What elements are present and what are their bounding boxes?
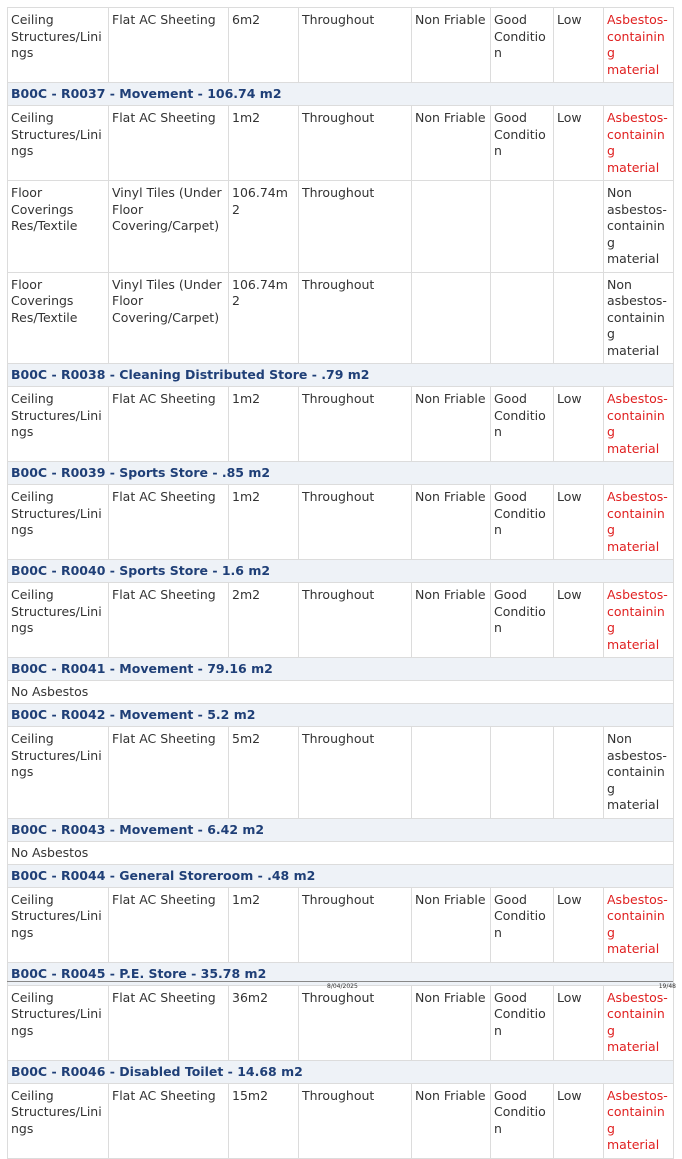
quantity-cell: 1m2 (229, 387, 299, 462)
friability-cell: Non Friable (412, 387, 491, 462)
location-cell: Ceiling Structures/Linings (8, 485, 109, 560)
quantity-cell: 106.74m2 (229, 181, 299, 273)
extent-cell: Throughout (299, 727, 412, 819)
no-asbestos-row (8, 841, 674, 864)
risk-cell: Low (554, 8, 604, 83)
room-section-header (8, 560, 674, 583)
status-cell: Asbestos-containing material (604, 1083, 674, 1158)
table-row (8, 485, 674, 560)
risk-cell: Low (554, 485, 604, 560)
quantity-cell: 6m2 (229, 8, 299, 83)
risk-cell (554, 272, 604, 364)
table-row (8, 181, 674, 273)
quantity-cell: 1m2 (229, 887, 299, 962)
material-cell: Flat AC Sheeting (109, 106, 229, 181)
status-cell: Asbestos-containing material (604, 8, 674, 83)
condition-cell: Good Condition (491, 985, 554, 1060)
table-row (8, 727, 674, 819)
condition-cell: Good Condition (491, 8, 554, 83)
condition-cell: Good Condition (491, 106, 554, 181)
table-row (8, 887, 674, 962)
condition-cell: Good Condition (491, 1083, 554, 1158)
risk-cell: Low (554, 1083, 604, 1158)
status-cell: Asbestos-containing material (604, 985, 674, 1060)
table-row (8, 272, 674, 364)
room-heading: B00C - R0043 - Movement - 6.42 m2 (8, 818, 674, 841)
friability-cell: Non Friable (412, 485, 491, 560)
status-cell: Non asbestos-containing material (604, 272, 674, 364)
extent-cell: Throughout (299, 485, 412, 560)
table-row (8, 583, 674, 658)
quantity-cell: 1m2 (229, 106, 299, 181)
status-cell: Asbestos-containing material (604, 887, 674, 962)
quantity-cell: 1m2 (229, 485, 299, 560)
location-cell: Ceiling Structures/Linings (8, 8, 109, 83)
material-cell: Flat AC Sheeting (109, 887, 229, 962)
status-cell: Asbestos-containing material (604, 485, 674, 560)
no-asbestos-note: No Asbestos (8, 841, 674, 864)
room-heading: B00C - R0037 - Movement - 106.74 m2 (8, 83, 674, 106)
table-row (8, 106, 674, 181)
table-row (8, 387, 674, 462)
material-cell: Flat AC Sheeting (109, 485, 229, 560)
table-row (8, 985, 674, 1060)
risk-cell: Low (554, 985, 604, 1060)
location-cell: Floor Coverings Res/Textile (8, 181, 109, 273)
room-section-header (8, 462, 674, 485)
friability-cell: Non Friable (412, 106, 491, 181)
material-cell: Flat AC Sheeting (109, 985, 229, 1060)
condition-cell: Good Condition (491, 387, 554, 462)
room-heading: B00C - R0038 - Cleaning Distributed Store - .79 m2 (8, 364, 674, 387)
risk-cell (554, 181, 604, 273)
risk-cell: Low (554, 887, 604, 962)
location-cell: Ceiling Structures/Linings (8, 583, 109, 658)
table-row (8, 1083, 674, 1158)
friability-cell: Non Friable (412, 583, 491, 658)
room-heading: B00C - R0044 - General Storeroom - .48 m2 (8, 864, 674, 887)
room-section-header (8, 364, 674, 387)
quantity-cell: 5m2 (229, 727, 299, 819)
room-heading: B00C - R0039 - Sports Store - .85 m2 (8, 462, 674, 485)
friability-cell (412, 272, 491, 364)
friability-cell: Non Friable (412, 985, 491, 1060)
material-cell: Flat AC Sheeting (109, 727, 229, 819)
material-cell: Vinyl Tiles (Under Floor Covering/Carpet) (109, 181, 229, 273)
extent-cell: Throughout (299, 181, 412, 273)
condition-cell (491, 272, 554, 364)
status-cell: Asbestos-containing material (604, 583, 674, 658)
quantity-cell: 36m2 (229, 985, 299, 1060)
material-cell: Flat AC Sheeting (109, 8, 229, 83)
condition-cell (491, 727, 554, 819)
room-section-header (8, 704, 674, 727)
room-heading: B00C - R0046 - Disabled Toilet - 14.68 m2 (8, 1060, 674, 1083)
extent-cell: Throughout (299, 8, 412, 83)
room-section-header (8, 864, 674, 887)
extent-cell: Throughout (299, 272, 412, 364)
extent-cell: Throughout (299, 387, 412, 462)
quantity-cell: 106.74m2 (229, 272, 299, 364)
quantity-cell: 2m2 (229, 583, 299, 658)
friability-cell (412, 181, 491, 273)
no-asbestos-row (8, 681, 674, 704)
room-section-header (8, 658, 674, 681)
table-row (8, 8, 674, 83)
location-cell: Ceiling Structures/Linings (8, 1083, 109, 1158)
extent-cell: Throughout (299, 1083, 412, 1158)
condition-cell (491, 181, 554, 273)
location-cell: Ceiling Structures/Linings (8, 985, 109, 1060)
risk-cell: Low (554, 387, 604, 462)
location-cell: Ceiling Structures/Linings (8, 887, 109, 962)
status-cell: Asbestos-containing material (604, 106, 674, 181)
location-cell: Ceiling Structures/Linings (8, 106, 109, 181)
extent-cell: Throughout (299, 106, 412, 181)
extent-cell: Throughout (299, 887, 412, 962)
status-cell: Asbestos-containing material (604, 387, 674, 462)
room-heading: B00C - R0040 - Sports Store - 1.6 m2 (8, 560, 674, 583)
location-cell: Ceiling Structures/Linings (8, 387, 109, 462)
extent-cell: Throughout (299, 583, 412, 658)
friability-cell (412, 727, 491, 819)
footer-page-number: 19/48 (658, 983, 676, 990)
friability-cell: Non Friable (412, 887, 491, 962)
friability-cell: Non Friable (412, 1083, 491, 1158)
extent-cell: Throughout (299, 985, 412, 1060)
room-heading: B00C - R0042 - Movement - 5.2 m2 (8, 704, 674, 727)
location-cell: Floor Coverings Res/Textile (8, 272, 109, 364)
material-cell: Vinyl Tiles (Under Floor Covering/Carpet) (109, 272, 229, 364)
risk-cell: Low (554, 583, 604, 658)
status-cell: Non asbestos-containing material (604, 181, 674, 273)
risk-cell (554, 727, 604, 819)
location-cell: Ceiling Structures/Linings (8, 727, 109, 819)
friability-cell: Non Friable (412, 8, 491, 83)
material-cell: Flat AC Sheeting (109, 1083, 229, 1158)
room-section-header (8, 818, 674, 841)
condition-cell: Good Condition (491, 485, 554, 560)
no-asbestos-note: No Asbestos (8, 681, 674, 704)
quantity-cell: 15m2 (229, 1083, 299, 1158)
room-heading: B00C - R0045 - P.E. Store - 35.78 m2 (8, 962, 674, 985)
material-cell: Flat AC Sheeting (109, 387, 229, 462)
footer-divider (7, 981, 673, 982)
room-section-header (8, 1060, 674, 1083)
footer-date: 8/04/2025 (327, 983, 358, 990)
condition-cell: Good Condition (491, 583, 554, 658)
status-cell: Non asbestos-containing material (604, 727, 674, 819)
condition-cell: Good Condition (491, 887, 554, 962)
room-section-header (8, 83, 674, 106)
material-cell: Flat AC Sheeting (109, 583, 229, 658)
risk-cell: Low (554, 106, 604, 181)
room-heading: B00C - R0041 - Movement - 79.16 m2 (8, 658, 674, 681)
